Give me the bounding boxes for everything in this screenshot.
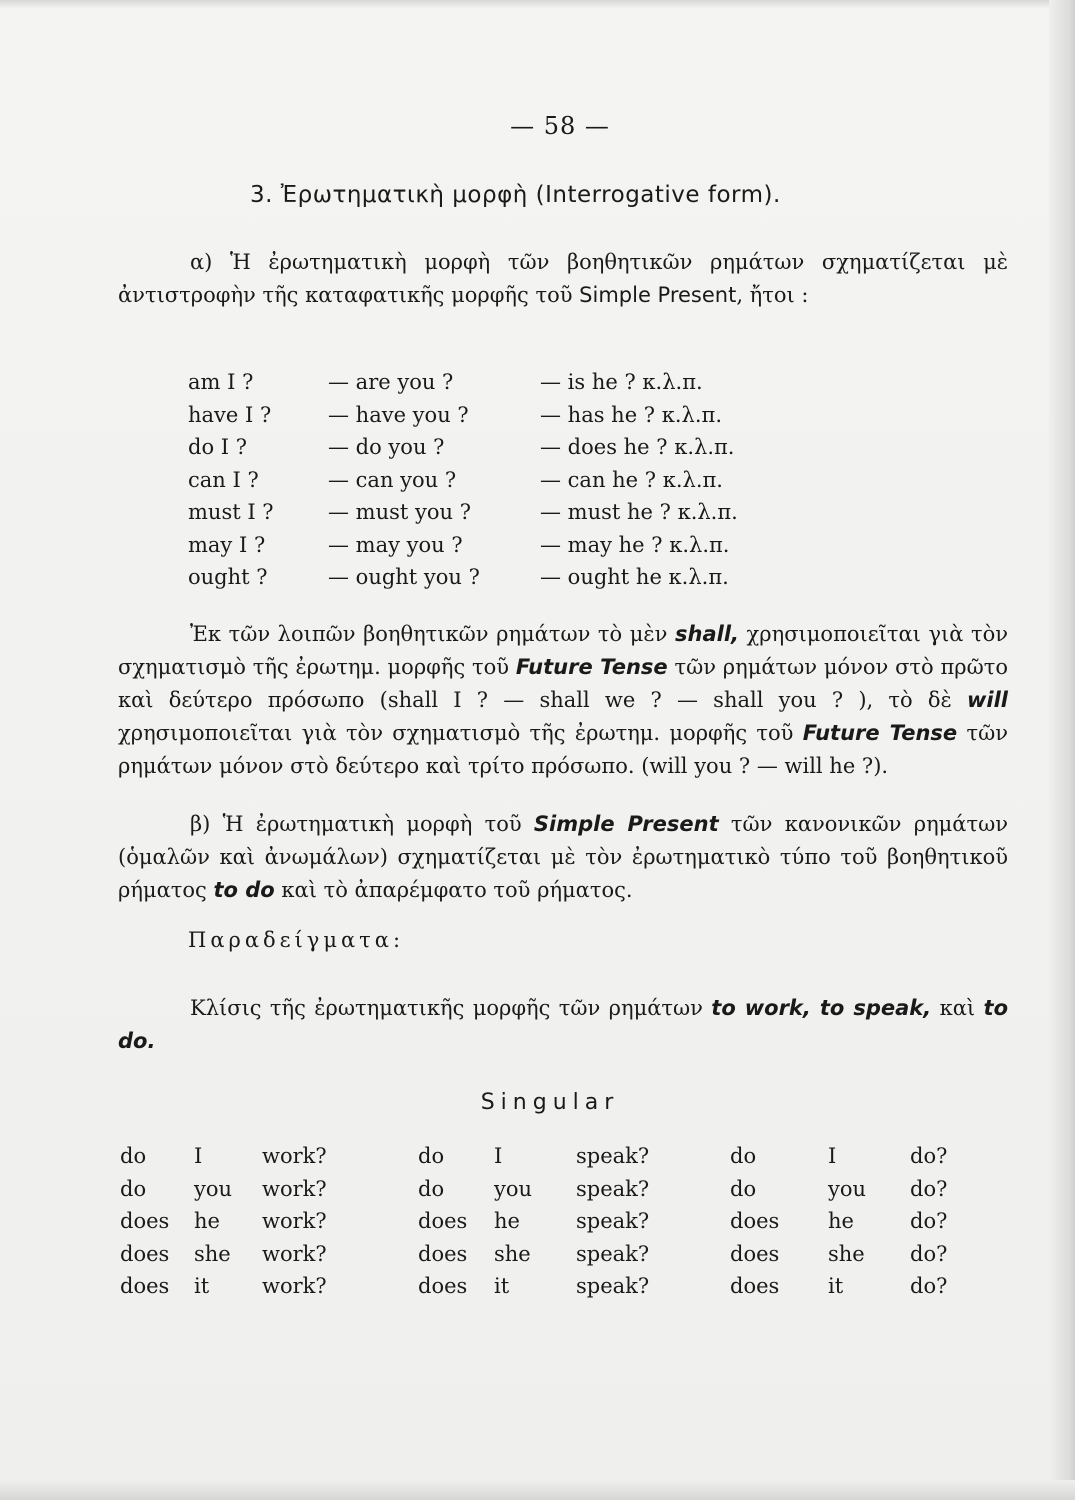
pronoun: she [194, 1241, 231, 1266]
term-future-tense: Future Tense [515, 655, 668, 679]
form-second-person: — ought you ? [328, 565, 480, 589]
aux-verb: do [120, 1176, 147, 1201]
paragraph-shall-will [118, 618, 1008, 783]
form-first-person: do I ? [188, 435, 247, 459]
form-first-person: may I ? [188, 532, 266, 557]
verb-work: work? [262, 1274, 327, 1298]
aux-verb: does [418, 1209, 468, 1233]
aux-verb: does [418, 1241, 468, 1266]
form-third-person: — must he ? κ.λ.π. [540, 500, 738, 524]
forms-row [188, 496, 828, 529]
aux-verb: do [730, 1176, 757, 1201]
paragraph-a-text: α) Ἡ ἐρωτηματικὴ μορφὴ τῶν βοηθητικῶν ρημάτων σχηματίζεται μὲ ἀντιστροφὴν τῆς καταφατικῆς μορφῆς τοῦ [118, 250, 1008, 307]
pronoun: it [494, 1274, 510, 1298]
form-first-person: am I ? [188, 370, 254, 394]
aux-verb: do [120, 1144, 147, 1168]
conjugation-row [120, 1238, 980, 1271]
paragraph-text: β) Ἡ ἐρωτηματικὴ μορφὴ τοῦ [190, 812, 534, 836]
form-first-person: must I ? [188, 500, 274, 524]
verb-speak: speak? [576, 1209, 650, 1233]
pronoun: you [194, 1176, 233, 1201]
pronoun: I [194, 1144, 203, 1168]
simple-present-term: Simple Present [579, 283, 737, 307]
form-third-person: — may he ? κ.λ.π. [540, 532, 730, 557]
form-second-person: — can you ? [328, 467, 457, 492]
paragraph-text: τῶν ρημάτων μόνον στὸ δεύτερο καὶ τρίτο πρόσωπο. (will you ? — will he ?). [118, 721, 1008, 778]
verb-do: do? [910, 1274, 948, 1298]
pronoun: you [828, 1176, 867, 1201]
verb-do: do? [910, 1209, 948, 1233]
pronoun: I [828, 1144, 837, 1168]
conjugation-row [120, 1270, 980, 1303]
term-verbs: to work, to speak, [711, 996, 932, 1020]
paragraph-examples [118, 992, 1008, 1058]
page-bottom-edge [0, 1480, 1075, 1500]
pronoun: he [194, 1209, 220, 1233]
aux-verb: do [418, 1176, 445, 1201]
paragraph-text: Ἐκ τῶν λοιπῶν βοηθητικῶν ρημάτων τὸ μὲν [190, 622, 675, 646]
form-third-person: — does he ? κ.λ.π. [540, 435, 735, 459]
paragraph-text: τῶν ρημάτων μόνον στὸ πρῶτο καὶ δεύτερο πρόσωπο (shall I ? — shall we ? — shall you ? ), τὸ δὲ [118, 655, 1008, 712]
aux-verb: does [120, 1274, 170, 1298]
forms-row [188, 366, 828, 399]
pronoun: he [828, 1209, 854, 1233]
forms-row [188, 399, 828, 432]
aux-verb: do [418, 1144, 445, 1168]
verb-work: work? [262, 1209, 327, 1233]
paragraph-a-end: , ἤτοι : [736, 283, 809, 307]
aux-verb: does [120, 1209, 170, 1233]
form-third-person: — is he ? κ.λ.π. [540, 370, 703, 394]
form-first-person: have I ? [188, 402, 272, 427]
term-to-do: to do [213, 878, 275, 902]
form-second-person: — have you ? [328, 402, 469, 427]
paragraph-text: χρησιμοποιεῖται γιὰ τὸν σχηματισμὸ τῆς ἐρωτημ. μορφῆς τοῦ [118, 721, 803, 745]
term-future-tense: Future Tense [802, 721, 958, 745]
form-second-person: — do you ? [328, 435, 445, 459]
aux-verb: does [730, 1241, 780, 1266]
verb-work: work? [262, 1176, 327, 1201]
term-will: will [967, 688, 1008, 712]
paragraph-text: καὶ τὸ ἀπαρέμφατο τοῦ ρήματος. [274, 878, 633, 902]
verb-work: work? [262, 1144, 327, 1168]
verb-do: do? [910, 1241, 948, 1266]
form-second-person: — may you ? [328, 532, 463, 557]
verb-work: work? [262, 1241, 327, 1266]
form-second-person: — are you ? [328, 370, 454, 394]
aux-verb: does [120, 1241, 170, 1266]
verb-speak: speak? [576, 1144, 650, 1168]
term-to-do: to do. [118, 996, 1008, 1053]
pronoun: it [194, 1274, 210, 1298]
aux-verb: does [730, 1274, 780, 1298]
forms-row [188, 529, 828, 562]
paragraph-text: τῶν κανονικῶν ρημάτων (ὁμαλῶν καὶ ἀνωμάλων) σχηματίζεται μὲ τὸν ἐρωτηματικὸ τύπο τοῦ βοηθητικοῦ ρήματος [118, 812, 1008, 902]
examples-label: Παραδείγματα: [188, 928, 405, 952]
forms-row [188, 464, 828, 497]
form-third-person: — ought he κ.λ.π. [540, 565, 729, 589]
conjugation-table [120, 1140, 980, 1303]
form-first-person: can I ? [188, 467, 259, 492]
form-first-person: ought ? [188, 565, 268, 589]
verb-speak: speak? [576, 1274, 650, 1298]
verb-do: do? [910, 1144, 948, 1168]
form-second-person: — must you ? [328, 500, 471, 524]
paragraph-text: Κλίσις τῆς ἐρωτηματικῆς μορφῆς τῶν ρημάτων [190, 996, 712, 1020]
singular-title: Singular [480, 1090, 620, 1115]
verb-speak: speak? [576, 1241, 650, 1266]
conjugation-row [120, 1140, 980, 1173]
aux-verb: do [730, 1144, 757, 1168]
pronoun: it [828, 1274, 844, 1298]
verb-do: do? [910, 1176, 948, 1201]
pronoun: you [494, 1176, 533, 1201]
page-right-edge [1049, 0, 1075, 1500]
forms-row [188, 431, 828, 464]
page-number: — 58 — [510, 112, 610, 140]
term-shall: shall, [675, 622, 739, 646]
conjugation-row [120, 1173, 980, 1206]
forms-row [188, 561, 828, 594]
term-simple-present: Simple Present [533, 812, 719, 836]
section-heading: 3. Ἐρωτηματικὴ μορφὴ (Interrogative form). [250, 182, 781, 208]
pronoun: she [494, 1241, 531, 1266]
paragraph-text: καὶ [931, 996, 984, 1020]
pronoun: he [494, 1209, 520, 1233]
pronoun: she [828, 1241, 865, 1266]
aux-verb: does [418, 1274, 468, 1298]
form-third-person: — has he ? κ.λ.π. [540, 402, 722, 427]
page-top-edge [0, 0, 1075, 8]
paragraph-a [118, 246, 1008, 312]
paragraph-b [118, 808, 1008, 907]
pronoun: I [494, 1144, 503, 1168]
form-third-person: — can he ? κ.λ.π. [540, 467, 723, 492]
verb-speak: speak? [576, 1176, 650, 1201]
paragraph-text: χρησιμοποιεῖται γιὰ τὸν σχηματισμὸ τῆς ἐρωτημ. μορφῆς τοῦ [118, 622, 1008, 679]
conjugation-row [120, 1205, 980, 1238]
auxiliary-forms-table [188, 366, 828, 594]
aux-verb: does [730, 1209, 780, 1233]
